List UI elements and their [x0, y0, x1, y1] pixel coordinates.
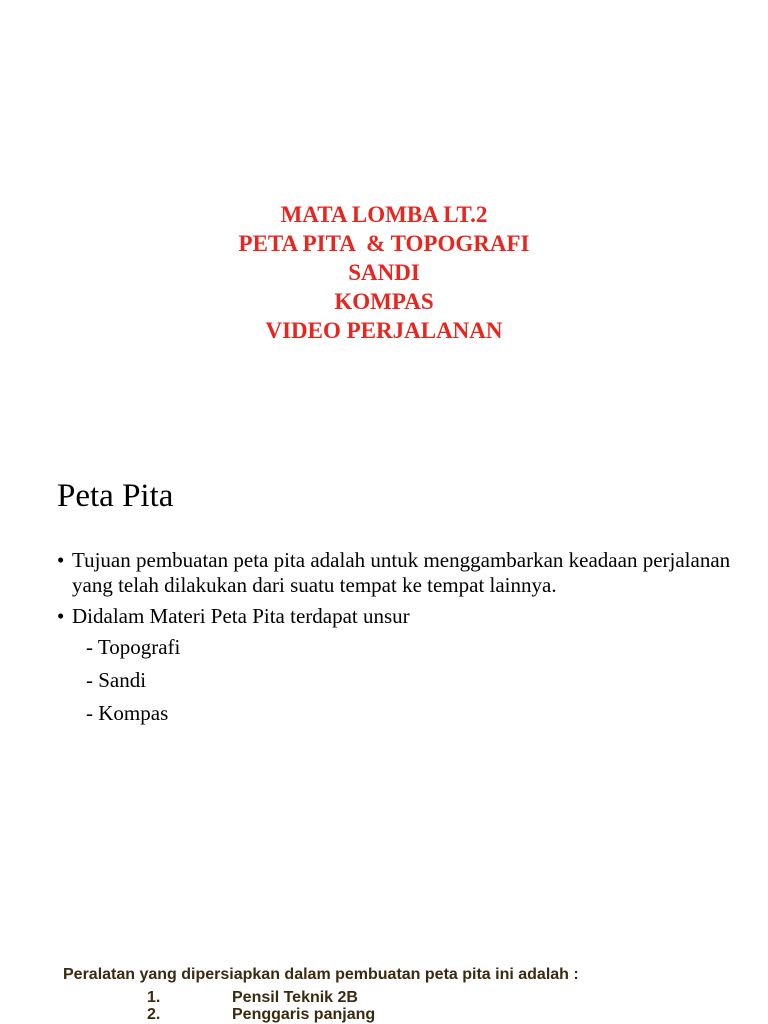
equipment-item-number: 1.: [147, 989, 161, 1006]
bullet-text: Didalam Materi Peta Pita terdapat unsur: [72, 604, 410, 628]
bullet-list: [57, 548, 737, 734]
section-heading-peta-pita: Peta Pita: [57, 478, 174, 514]
equipment-item-text: Pensil Teknik 2B: [232, 989, 358, 1006]
sub-item-topografi: - Topografi: [86, 635, 181, 659]
title-block: [0, 200, 768, 345]
title-line-2: PETA PITA & TOPOGRAFI: [238, 231, 530, 256]
bullet-dot-icon: •: [57, 548, 65, 572]
title-line-5: VIDEO PERJALANAN: [265, 318, 503, 343]
title-line-3: SANDI: [348, 260, 420, 285]
sub-item-kompas: - Kompas: [86, 701, 169, 725]
bullet-dot-icon: •: [57, 604, 65, 628]
sub-item-sandi: - Sandi: [86, 668, 147, 692]
bullet-item: [57, 604, 737, 629]
equipment-item-text: Penggaris panjang: [232, 1006, 376, 1023]
equipment-intro: Peralatan yang dipersiapkan dalam pembuatan peta pita ini adalah :: [63, 966, 579, 983]
sub-item-list: [57, 635, 737, 726]
bullet-text: Tujuan pembuatan peta pita adalah untuk menggambarkan keadaan perjalanan yang telah dilakukan dari suatu tempat ke tempat lainnya.: [72, 548, 731, 597]
title-line-4: KOMPAS: [334, 289, 434, 314]
title-line-1: MATA LOMBA LT.2: [280, 202, 488, 227]
equipment-item-number: 2.: [147, 1006, 161, 1023]
bullet-item: [57, 548, 737, 598]
